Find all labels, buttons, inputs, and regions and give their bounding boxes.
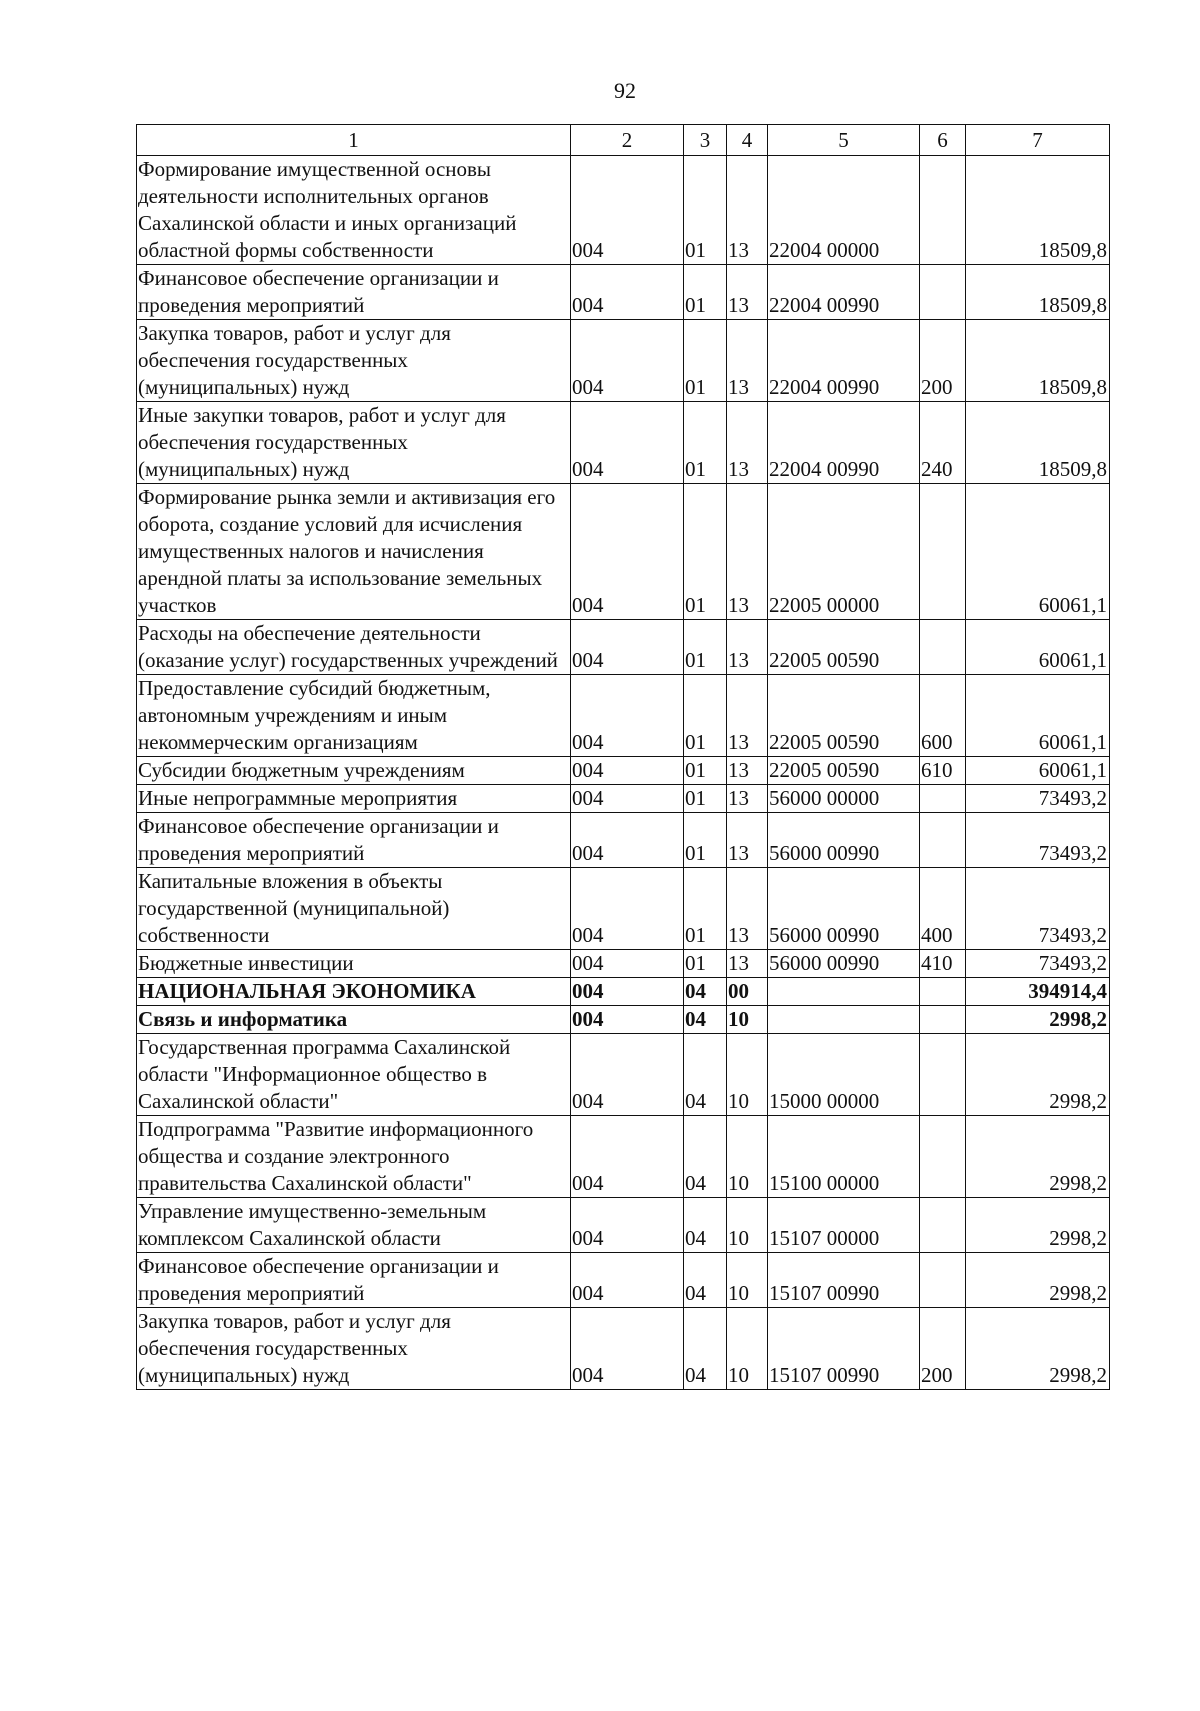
row-code-admin: 004 [571,813,684,868]
row-name: НАЦИОНАЛЬНАЯ ЭКОНОМИКА [137,978,571,1006]
row-code-section: 04 [684,1034,727,1116]
row-code-target: 22004 00990 [768,320,920,402]
row-code-expense-type [920,484,966,620]
table-row [137,675,1110,757]
row-name: Бюджетные инвестиции [137,950,571,978]
row-code-section: 01 [684,620,727,675]
row-amount: 18509,8 [966,402,1110,484]
row-code-expense-type [920,156,966,265]
row-code-expense-type: 200 [920,1308,966,1390]
row-name: Финансовое обеспечение организации и проведения мероприятий [137,265,571,320]
row-code-expense-type [920,813,966,868]
row-code-subsection: 13 [727,950,768,978]
row-code-section: 01 [684,265,727,320]
table-row [137,978,1110,1006]
row-code-target: 56000 00990 [768,813,920,868]
row-amount: 73493,2 [966,950,1110,978]
row-code-subsection: 10 [727,1116,768,1198]
row-name: Капитальные вложения в объекты государственной (муниципальной) собственности [137,868,571,950]
row-code-subsection: 13 [727,785,768,813]
row-name: Формирование рынка земли и активизация его оборота, создание условий для исчисления имущественных налогов и начисления арендной платы за использование земельных участков [137,484,571,620]
row-name: Закупка товаров, работ и услуг для обеспечения государственных (муниципальных) нужд [137,1308,571,1390]
table-body [137,156,1110,1390]
header-row [137,125,1110,156]
row-amount: 60061,1 [966,675,1110,757]
table-row [137,484,1110,620]
row-code-subsection: 13 [727,675,768,757]
row-amount: 60061,1 [966,484,1110,620]
table-row [137,320,1110,402]
row-code-target: 22004 00000 [768,156,920,265]
row-code-section: 01 [684,320,727,402]
row-code-expense-type [920,1006,966,1034]
row-amount: 73493,2 [966,813,1110,868]
row-code-section: 01 [684,868,727,950]
row-code-admin: 004 [571,1116,684,1198]
row-code-expense-type [920,620,966,675]
row-code-section: 04 [684,1006,727,1034]
table-row [137,1308,1110,1390]
page-number: 92 [614,78,636,103]
row-amount: 394914,4 [966,978,1110,1006]
row-code-subsection: 13 [727,265,768,320]
row-code-subsection: 13 [727,320,768,402]
row-code-target: 22004 00990 [768,402,920,484]
row-name: Субсидии бюджетным учреждениям [137,757,571,785]
row-code-target: 15100 00000 [768,1116,920,1198]
row-name: Иные непрограммные мероприятия [137,785,571,813]
table-row [137,785,1110,813]
header-col-1: 1 [137,125,571,156]
header-col-5: 5 [768,125,920,156]
row-code-subsection: 10 [727,1253,768,1308]
row-code-section: 04 [684,978,727,1006]
header-col-4: 4 [727,125,768,156]
row-code-section: 01 [684,950,727,978]
row-code-expense-type [920,1034,966,1116]
row-code-subsection: 13 [727,402,768,484]
row-code-expense-type [920,265,966,320]
row-code-section: 04 [684,1198,727,1253]
row-code-expense-type [920,1198,966,1253]
row-code-target: 15107 00990 [768,1308,920,1390]
row-code-subsection: 13 [727,868,768,950]
row-code-admin: 004 [571,1308,684,1390]
row-name: Предоставление субсидий бюджетным, автономным учреждениям и иным некоммерческим организациям [137,675,571,757]
row-code-subsection: 13 [727,620,768,675]
row-code-expense-type: 410 [920,950,966,978]
row-name: Государственная программа Сахалинской области "Информационное общество в Сахалинской области" [137,1034,571,1116]
table-row [137,1034,1110,1116]
budget-table [136,124,1110,1390]
row-code-expense-type [920,1253,966,1308]
row-code-admin: 004 [571,1198,684,1253]
row-code-expense-type: 600 [920,675,966,757]
header-col-3: 3 [684,125,727,156]
table-row [137,156,1110,265]
row-code-target [768,978,920,1006]
row-code-expense-type [920,785,966,813]
row-amount: 60061,1 [966,620,1110,675]
row-code-admin: 004 [571,950,684,978]
table-row [137,757,1110,785]
row-code-subsection: 13 [727,757,768,785]
row-amount: 73493,2 [966,868,1110,950]
row-name: Финансовое обеспечение организации и проведения мероприятий [137,813,571,868]
row-code-expense-type [920,1116,966,1198]
row-amount: 2998,2 [966,1198,1110,1253]
row-code-admin: 004 [571,620,684,675]
row-code-target: 56000 00990 [768,950,920,978]
row-code-subsection: 13 [727,484,768,620]
row-code-section: 01 [684,484,727,620]
row-amount: 18509,8 [966,265,1110,320]
row-code-subsection: 13 [727,156,768,265]
row-code-admin: 004 [571,484,684,620]
header-col-6: 6 [920,125,966,156]
row-code-admin: 004 [571,265,684,320]
row-amount: 60061,1 [966,757,1110,785]
header-col-2: 2 [571,125,684,156]
table-row [137,1198,1110,1253]
row-amount: 73493,2 [966,785,1110,813]
row-code-expense-type: 200 [920,320,966,402]
row-code-admin: 004 [571,320,684,402]
row-code-subsection: 10 [727,1198,768,1253]
row-name: Закупка товаров, работ и услуг для обеспечения государственных (муниципальных) нужд [137,320,571,402]
row-code-section: 04 [684,1308,727,1390]
row-code-expense-type: 610 [920,757,966,785]
row-code-target: 56000 00990 [768,868,920,950]
row-amount: 18509,8 [966,156,1110,265]
row-amount: 18509,8 [966,320,1110,402]
table-row [137,813,1110,868]
row-code-admin: 004 [571,1006,684,1034]
row-code-section: 01 [684,156,727,265]
row-code-admin: 004 [571,1253,684,1308]
row-name: Связь и информатика [137,1006,571,1034]
row-code-target: 22004 00990 [768,265,920,320]
header-col-7: 7 [966,125,1110,156]
row-code-subsection: 10 [727,1034,768,1116]
row-code-subsection: 00 [727,978,768,1006]
row-code-subsection: 13 [727,813,768,868]
row-code-target [768,1006,920,1034]
row-code-subsection: 10 [727,1006,768,1034]
row-code-section: 04 [684,1253,727,1308]
row-name: Подпрограмма "Развитие информационного общества и создание электронного правительства Сахалинской области" [137,1116,571,1198]
row-code-section: 01 [684,675,727,757]
row-code-admin: 004 [571,785,684,813]
row-code-expense-type: 400 [920,868,966,950]
row-amount: 2998,2 [966,1253,1110,1308]
table-row [137,620,1110,675]
table-row [137,1253,1110,1308]
row-name: Управление имущественно-земельным комплексом Сахалинской области [137,1198,571,1253]
row-name: Финансовое обеспечение организации и проведения мероприятий [137,1253,571,1308]
row-code-subsection: 10 [727,1308,768,1390]
row-code-section: 01 [684,785,727,813]
row-code-section: 01 [684,757,727,785]
row-code-section: 04 [684,1116,727,1198]
row-code-target: 15000 00000 [768,1034,920,1116]
row-amount: 2998,2 [966,1034,1110,1116]
row-name: Формирование имущественной основы деятельности исполнительных органов Сахалинской области и иных организаций областной формы собственности [137,156,571,265]
row-code-section: 01 [684,813,727,868]
row-code-target: 56000 00000 [768,785,920,813]
row-code-expense-type [920,978,966,1006]
row-code-admin: 004 [571,868,684,950]
row-code-admin: 004 [571,675,684,757]
row-code-target: 22005 00590 [768,675,920,757]
row-code-expense-type: 240 [920,402,966,484]
row-code-admin: 004 [571,1034,684,1116]
table-row [137,265,1110,320]
row-code-admin: 004 [571,402,684,484]
row-amount: 2998,2 [966,1308,1110,1390]
row-code-target: 15107 00000 [768,1198,920,1253]
row-code-target: 22005 00000 [768,484,920,620]
row-code-section: 01 [684,402,727,484]
table-row [137,868,1110,950]
row-amount: 2998,2 [966,1006,1110,1034]
table-row [137,1006,1110,1034]
row-code-admin: 004 [571,757,684,785]
row-code-target: 15107 00990 [768,1253,920,1308]
table-row [137,1116,1110,1198]
table-row [137,950,1110,978]
row-name: Иные закупки товаров, работ и услуг для обеспечения государственных (муниципальных) нужд [137,402,571,484]
table-row [137,402,1110,484]
row-code-target: 22005 00590 [768,757,920,785]
row-amount: 2998,2 [966,1116,1110,1198]
row-code-target: 22005 00590 [768,620,920,675]
row-code-admin: 004 [571,978,684,1006]
row-code-admin: 004 [571,156,684,265]
row-name: Расходы на обеспечение деятельности (оказание услуг) государственных учреждений [137,620,571,675]
